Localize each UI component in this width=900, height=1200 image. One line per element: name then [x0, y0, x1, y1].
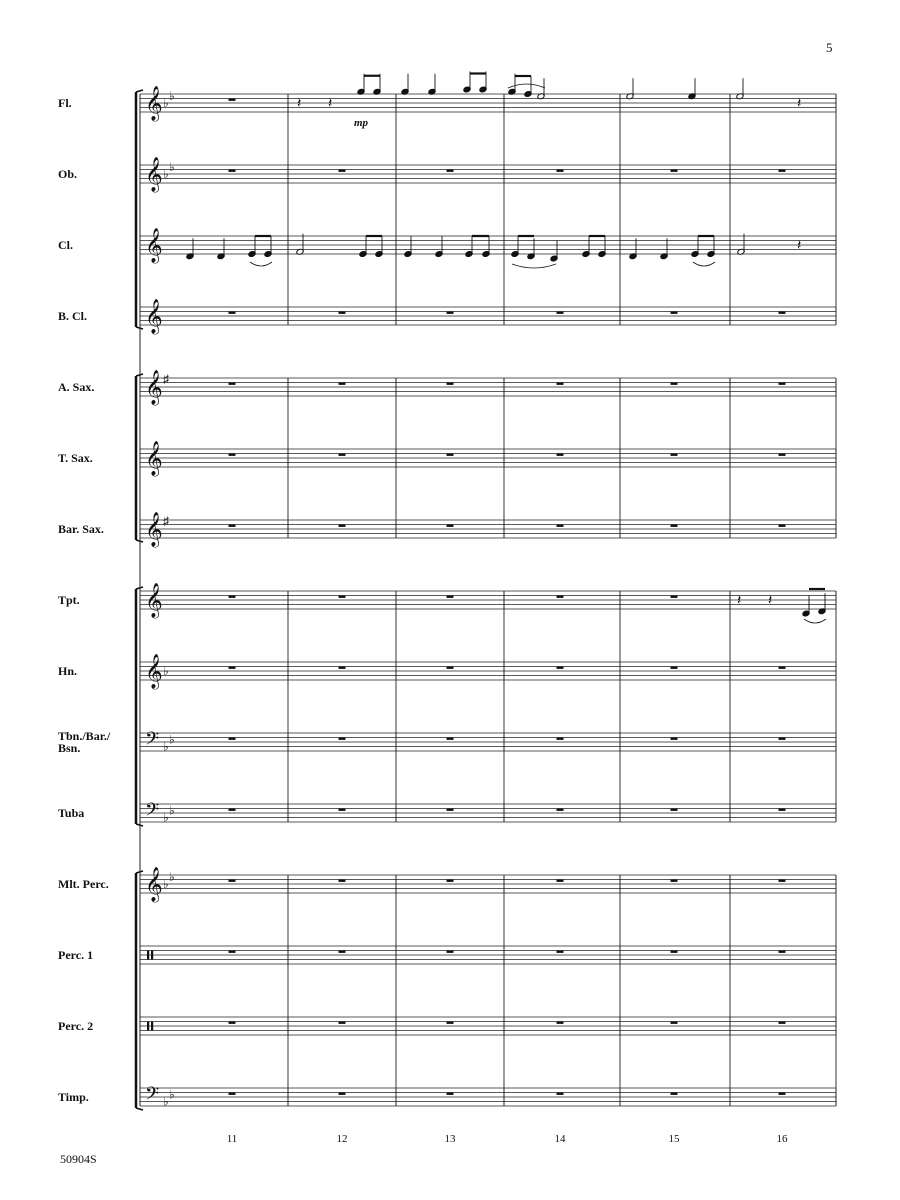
measure-number: 13: [444, 1133, 456, 1145]
staff: [140, 370, 836, 406]
quarter-rest: 𝄽: [328, 96, 333, 112]
instrument-label: Perc. 1: [58, 948, 94, 962]
bass-clef-icon: 𝄢: [145, 800, 160, 825]
quarter-rest: 𝄽: [768, 593, 773, 609]
staff: [140, 512, 836, 548]
whole-rest: [779, 170, 786, 172]
treble-clef-icon: 𝄞: [145, 370, 163, 405]
flat-icon: ♭: [169, 89, 175, 103]
whole-rest: [779, 383, 786, 385]
whole-rest: [557, 525, 564, 527]
whole-rest: [671, 596, 678, 598]
staff: [140, 157, 836, 193]
instrument-label: B. Cl.: [58, 309, 88, 323]
flat-icon: ♭: [163, 1094, 169, 1109]
whole-rest: [447, 383, 454, 385]
whole-rest: [229, 667, 236, 669]
whole-rest: [229, 170, 236, 172]
instrument-label: Cl.: [58, 238, 73, 252]
measure-number: 14: [554, 1133, 566, 1145]
treble-clef-icon: 𝄞: [145, 583, 163, 618]
whole-rest: [671, 738, 678, 740]
whole-rest: [339, 667, 346, 669]
flat-icon: ♭: [169, 803, 175, 818]
sharp-icon: ♯: [163, 514, 169, 528]
whole-rest: [557, 951, 564, 953]
whole-rest: [671, 312, 678, 314]
instrument-label: T. Sax.: [58, 451, 93, 465]
whole-rest: [779, 312, 786, 314]
whole-rest: [557, 383, 564, 385]
whole-rest: [779, 1093, 786, 1095]
flat-icon: ♭: [169, 1087, 175, 1102]
whole-rest: [557, 1093, 564, 1095]
whole-rest: [779, 525, 786, 527]
percussion-clef-icon: [147, 1022, 149, 1031]
slur: [250, 262, 272, 266]
percussion-clef-icon: [147, 951, 149, 960]
quarter-rest: 𝄽: [797, 238, 802, 254]
whole-rest: [339, 738, 346, 740]
whole-rest: [229, 383, 236, 385]
treble-clef-icon: 𝄞: [145, 441, 163, 476]
treble-clef-icon: 𝄞: [145, 512, 163, 547]
instrument-label: Mlt. Perc.: [58, 877, 109, 891]
staff: [140, 1084, 836, 1109]
percussion-clef-icon: [151, 951, 153, 960]
instrument-label: Hn.: [58, 664, 78, 678]
whole-rest: [339, 809, 346, 811]
whole-rest: [229, 454, 236, 456]
whole-rest: [671, 454, 678, 456]
instrument-label: Tuba: [58, 806, 85, 820]
instrument-label: Ob.: [58, 167, 78, 181]
treble-clef-icon: 𝄞: [145, 228, 163, 263]
instrument-label: Fl.: [58, 96, 72, 110]
whole-rest: [339, 312, 346, 314]
whole-rest: [339, 1093, 346, 1095]
whole-rest: [447, 951, 454, 953]
group-bracket: [136, 90, 143, 92]
whole-rest: [447, 880, 454, 882]
instrument-label: Timp.: [58, 1090, 89, 1104]
flat-icon: ♭: [163, 810, 169, 825]
whole-rest: [229, 99, 236, 101]
staff: [140, 228, 836, 264]
treble-clef-icon: 𝄞: [145, 867, 163, 902]
whole-rest: [779, 1022, 786, 1024]
whole-rest: [779, 951, 786, 953]
whole-rest: [557, 1022, 564, 1024]
staff: [140, 86, 836, 122]
whole-rest: [229, 738, 236, 740]
flat-icon: ♭: [163, 167, 169, 181]
instrument-label: Tbn./Bar./ Bsn.: [58, 729, 111, 755]
whole-rest: [779, 809, 786, 811]
flat-icon: ♭: [169, 870, 175, 884]
treble-clef-icon: 𝄞: [145, 299, 163, 334]
flat-icon: ♭: [169, 160, 175, 174]
whole-rest: [671, 1093, 678, 1095]
whole-rest: [229, 1093, 236, 1095]
flat-icon: ♭: [163, 664, 169, 678]
whole-rest: [339, 454, 346, 456]
whole-rest: [339, 1022, 346, 1024]
staff: [140, 1017, 836, 1035]
staff: [140, 867, 836, 903]
dynamic-marking: mp: [354, 117, 369, 129]
whole-rest: [447, 525, 454, 527]
staff: [140, 946, 836, 964]
staff: [140, 654, 836, 690]
staff: [140, 800, 836, 825]
group-bracket: [136, 1108, 143, 1110]
whole-rest: [229, 809, 236, 811]
slur: [693, 262, 715, 266]
measure-number: 12: [336, 1133, 348, 1145]
whole-rest: [229, 951, 236, 953]
whole-rest: [447, 667, 454, 669]
whole-rest: [671, 951, 678, 953]
bass-clef-icon: 𝄢: [145, 1084, 160, 1109]
whole-rest: [229, 312, 236, 314]
whole-rest: [447, 312, 454, 314]
whole-rest: [557, 809, 564, 811]
whole-rest: [779, 880, 786, 882]
whole-rest: [229, 525, 236, 527]
catalog-number: 50904S: [60, 1152, 97, 1166]
whole-rest: [339, 596, 346, 598]
staff: [140, 441, 836, 477]
measure-number: 16: [776, 1133, 788, 1145]
measure-number: 11: [226, 1133, 238, 1145]
whole-rest: [671, 667, 678, 669]
quarter-rest: 𝄽: [737, 593, 742, 609]
whole-rest: [447, 738, 454, 740]
bass-clef-icon: 𝄢: [145, 729, 160, 754]
page-number: 5: [826, 40, 833, 55]
instrument-label: Tpt.: [58, 593, 80, 607]
instrument-label: Bar. Sax.: [58, 522, 104, 536]
slur: [508, 84, 545, 88]
whole-rest: [779, 738, 786, 740]
whole-rest: [447, 596, 454, 598]
whole-rest: [447, 454, 454, 456]
quarter-rest: 𝄽: [297, 96, 302, 112]
whole-rest: [339, 525, 346, 527]
quarter-rest: 𝄽: [797, 96, 802, 112]
treble-clef-icon: 𝄞: [145, 157, 163, 192]
whole-rest: [229, 596, 236, 598]
whole-rest: [671, 809, 678, 811]
slur: [804, 619, 826, 623]
staff: [140, 729, 836, 754]
flat-icon: ♭: [163, 877, 169, 891]
staff: [140, 299, 836, 335]
whole-rest: [557, 312, 564, 314]
staff: [140, 583, 836, 619]
flat-icon: ♭: [163, 739, 169, 754]
flat-icon: ♭: [169, 732, 175, 747]
treble-clef-icon: 𝄞: [145, 654, 163, 689]
whole-rest: [447, 1022, 454, 1024]
instrument-label: Perc. 2: [58, 1019, 94, 1033]
measure-number: 15: [668, 1133, 680, 1145]
whole-rest: [339, 170, 346, 172]
whole-rest: [557, 454, 564, 456]
whole-rest: [447, 170, 454, 172]
whole-rest: [779, 667, 786, 669]
whole-rest: [557, 596, 564, 598]
whole-rest: [557, 170, 564, 172]
percussion-clef-icon: [151, 1022, 153, 1031]
whole-rest: [339, 951, 346, 953]
whole-rest: [671, 880, 678, 882]
instrument-label: A. Sax.: [58, 380, 95, 394]
whole-rest: [671, 1022, 678, 1024]
whole-rest: [339, 880, 346, 882]
treble-clef-icon: 𝄞: [145, 86, 163, 121]
whole-rest: [557, 738, 564, 740]
flat-icon: ♭: [163, 96, 169, 110]
whole-rest: [229, 880, 236, 882]
whole-rest: [447, 1093, 454, 1095]
whole-rest: [557, 880, 564, 882]
whole-rest: [447, 809, 454, 811]
whole-rest: [229, 1022, 236, 1024]
slur: [512, 264, 556, 268]
whole-rest: [557, 667, 564, 669]
whole-rest: [671, 525, 678, 527]
sharp-icon: ♯: [163, 372, 169, 386]
whole-rest: [779, 454, 786, 456]
whole-rest: [339, 383, 346, 385]
whole-rest: [671, 383, 678, 385]
whole-rest: [671, 170, 678, 172]
